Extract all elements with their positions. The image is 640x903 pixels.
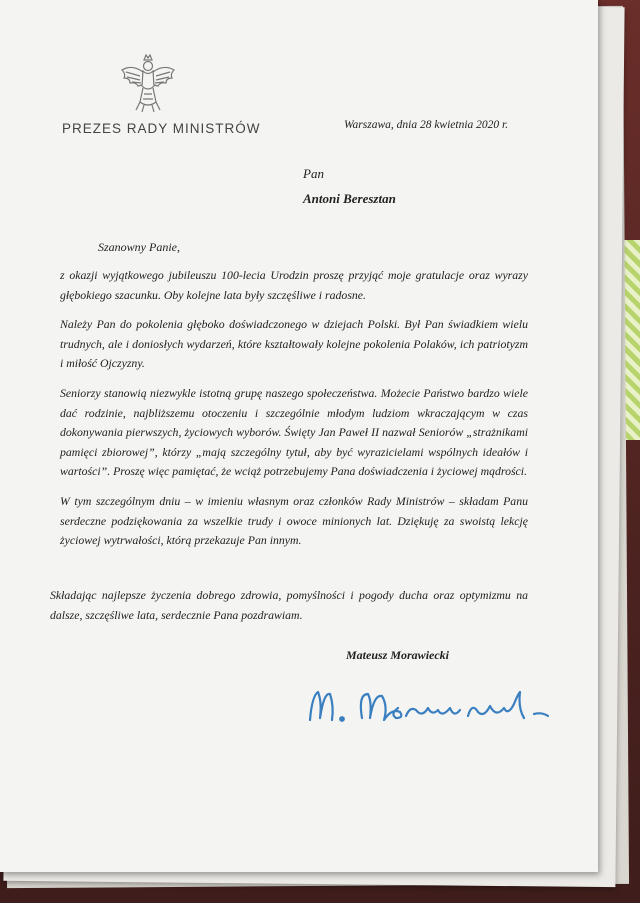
recipient-block (303, 161, 396, 211)
recipient-title: Pan (303, 166, 324, 181)
handwritten-signature (298, 672, 578, 742)
paragraph-4: W tym szczególnym dniu – w imieniu własnym oraz członków Rady Ministrów – składam Panu serdeczne podziękowania za wszelkie trudy i owoce minionych lat. Dziękuję za swoistą lekcję życiowej wytrwałości, którą przekazuje Pan innym. (60, 493, 528, 548)
place-date: Warszawa, dnia 28 kwietnia 2020 r. (344, 119, 509, 131)
closing-paragraph: Składając najlepsze życzenia dobrego zdrowia, pomyślności i pogody ducha oraz optymizmu na dalsze, szczęśliwe lata, serdecznie Pana pozdrawiam. (50, 588, 528, 622)
office-header: PREZES RADY MINISTRÓW (62, 121, 261, 136)
eagle-emblem-icon (118, 52, 178, 114)
signer-name: Mateusz Morawiecki (346, 648, 450, 662)
recipient-name: Antoni Beresztan (303, 191, 396, 206)
letter-body (60, 266, 528, 561)
paragraph-2: Należy Pan do pokolenia głęboko doświadczonego w dziejach Polski. Był Pan świadkiem wielu trudnych, ale i doniosłych wydarzeń, które kształtowały kolejne pokolenia Polaków, ich patriotyzm i miłość Ojczyzny. (60, 317, 528, 371)
paragraph-3: Seniorzy stanowią niezwykle istotną grupę naszego społeczeństwa. Możecie Państwo bardzo wiele dać rodzinie, najbliższemu otoczeniu i szczególnie młodym ludziom wkraczającym w czas dokonywania pierwszych, życiowych wyborów. Święty Jan Paweł II nazwał Seniorów „strażnikami pamięci zbiorowej”, którzy „mają szczególny tytuł, aby być wyrazicielami wspólnych ideałów i wartości”. Proszę więc pamiętać, że wciąż potrzebujemy Pana doświadczenia i życiowej mądrości. (60, 385, 528, 479)
paragraph-1: z okazji wyjątkowego jubileuszu 100-lecia Urodzin proszę przyjąć moje gratulacje oraz wyrazy głębokiego szacunku. Oby kolejne lata były szczęśliwe i radosne. (60, 268, 528, 302)
salutation: Szanowny Panie, (98, 240, 180, 254)
